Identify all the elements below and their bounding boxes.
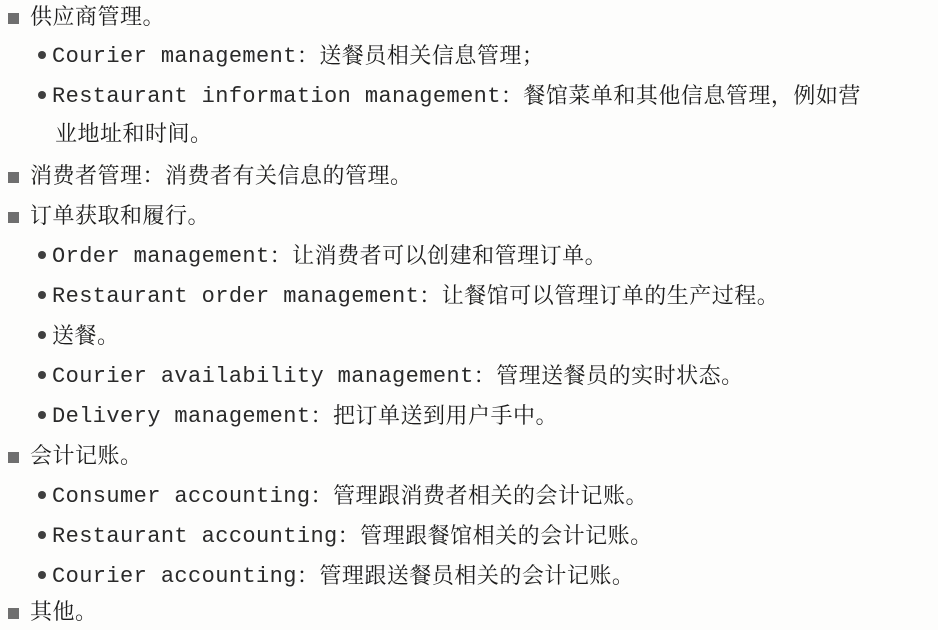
- list-item: [38, 520, 653, 554]
- item-term: Courier management: [52, 44, 297, 69]
- item-term: Restaurant order management: [52, 284, 420, 309]
- item-term: Restaurant accounting: [52, 524, 338, 549]
- item-term: Restaurant information management: [52, 84, 501, 109]
- item-description: ：管理跟餐馆相关的会计记账。: [337, 524, 653, 549]
- section-title: 供应商管理。: [30, 5, 166, 30]
- list-item: [38, 280, 779, 314]
- round-bullet-icon: [38, 291, 46, 299]
- section-title: 订单获取和履行。: [30, 204, 211, 229]
- section-heading: [8, 596, 98, 630]
- item-description: ：管理跟消费者相关的会计记账。: [310, 484, 648, 509]
- round-bullet-icon: [38, 571, 46, 579]
- item-description: ：管理送餐员的实时状态。: [473, 364, 744, 389]
- item-description-continued: 业地址和时间。: [55, 122, 213, 147]
- item-description: ：送餐员相关信息管理；: [296, 44, 545, 69]
- item-description: ：管理跟送餐员相关的会计记账。: [296, 564, 635, 589]
- round-bullet-icon: [38, 331, 46, 339]
- item-term: Courier accounting: [52, 564, 297, 589]
- list-item: [38, 360, 744, 394]
- square-bullet-icon: [8, 608, 19, 619]
- round-bullet-icon: [38, 411, 46, 419]
- section-heading: [8, 1, 165, 35]
- square-bullet-icon: [8, 172, 19, 183]
- round-bullet-icon: [38, 251, 46, 259]
- list-item-continuation: [55, 118, 213, 152]
- list-item: [38, 240, 607, 274]
- section-title: 消费者管理：消费者有关信息的管理。: [30, 164, 413, 189]
- item-description: ：餐馆菜单和其他信息管理，例如营: [500, 84, 861, 109]
- list-item: [38, 480, 648, 514]
- item-term: Consumer accounting: [52, 484, 311, 509]
- round-bullet-icon: [38, 91, 46, 99]
- section-heading: [8, 200, 210, 234]
- round-bullet-icon: [38, 371, 46, 379]
- round-bullet-icon: [38, 491, 46, 499]
- section-title: 会计记账。: [30, 444, 143, 469]
- list-item: [38, 320, 120, 354]
- square-bullet-icon: [8, 212, 19, 223]
- list-item: [38, 560, 634, 594]
- item-description: ：把订单送到用户手中。: [310, 404, 558, 429]
- section-title: 其他。: [30, 600, 98, 625]
- round-bullet-icon: [38, 531, 46, 539]
- section-heading: [8, 440, 143, 474]
- item-description: 送餐。: [52, 324, 120, 349]
- item-term: Courier availability management: [52, 364, 474, 389]
- square-bullet-icon: [8, 452, 19, 463]
- round-bullet-icon: [38, 51, 46, 59]
- item-term: Delivery management: [52, 404, 311, 429]
- list-item: [38, 40, 544, 74]
- item-term: Order management: [52, 244, 270, 269]
- section-heading: [8, 160, 413, 194]
- square-bullet-icon: [8, 13, 19, 24]
- item-description: ：让餐馆可以管理订单的生产过程。: [419, 284, 780, 309]
- item-description: ：让消费者可以创建和管理订单。: [269, 244, 608, 269]
- list-item: [38, 80, 861, 114]
- list-item: [38, 400, 558, 434]
